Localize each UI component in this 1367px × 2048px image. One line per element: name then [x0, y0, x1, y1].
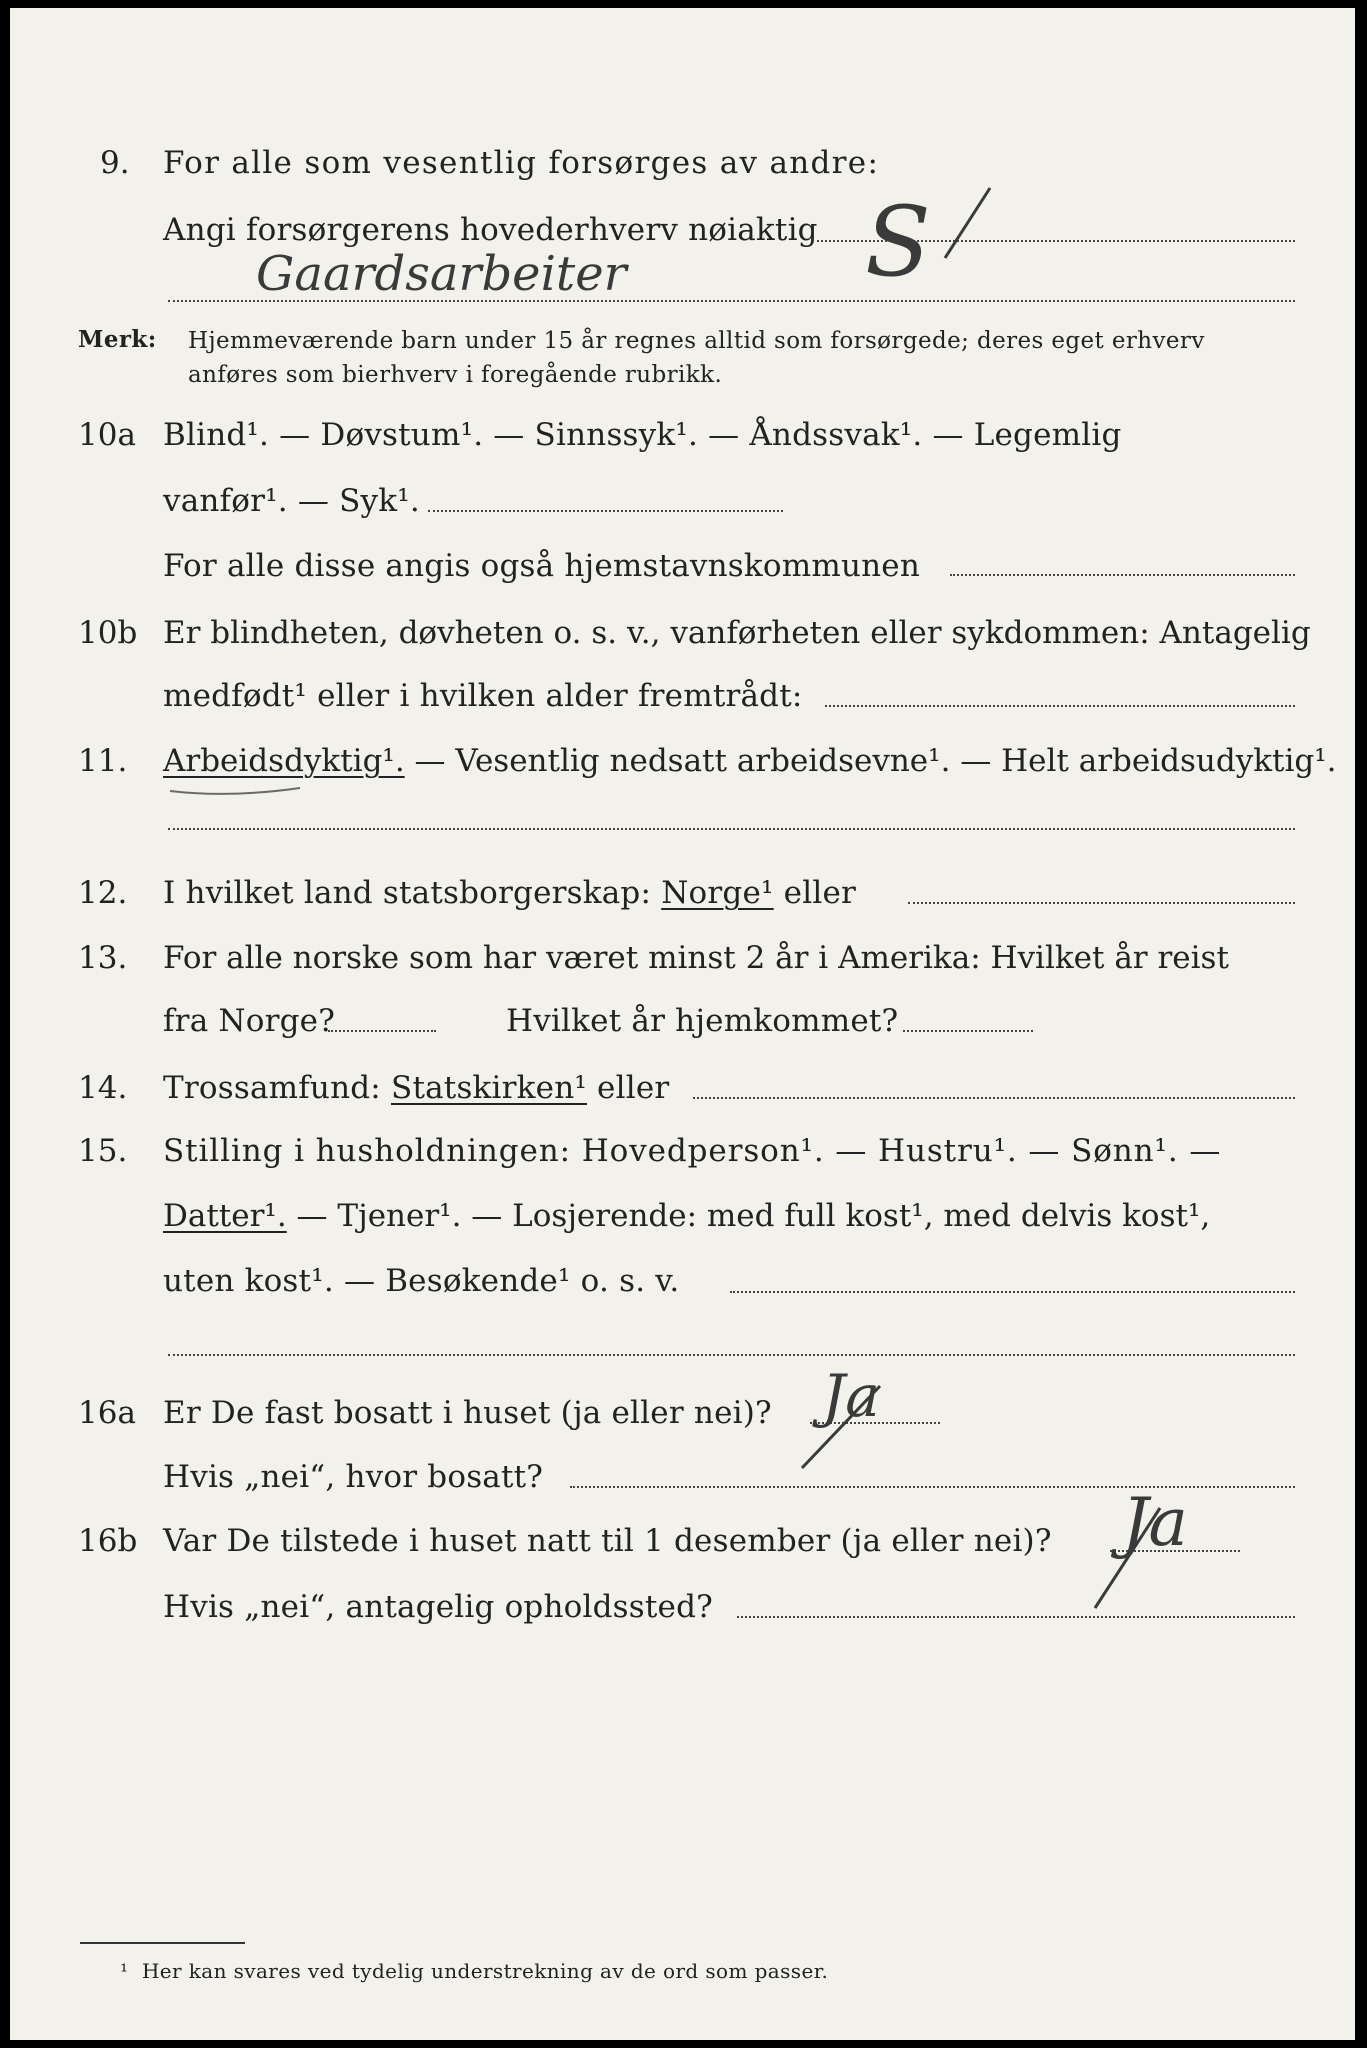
q14-pre: Trossamfund: [163, 1070, 392, 1106]
merk-line1: Hjemmeværende barn under 15 år regnes alltid som forsørgede; deres eget erhverv [188, 328, 1205, 354]
q16b-line2: Hvis „nei“, antagelig opholdssted? [163, 1589, 713, 1625]
q9-line1: For alle som vesentlig forsørges av andre: [163, 145, 880, 181]
q16b-line1: Var De tilstede i huset natt til 1 desember (ja eller nei)? [163, 1523, 1052, 1559]
footnote-text: Her kan svares ved tydelig understrekning av de ord som passer. [141, 1959, 829, 1983]
q10b-line1: Er blindheten, døvheten o. s. v., vanførheten eller sykdommen: Antagelig [163, 615, 1311, 651]
q9-number: 9. [100, 145, 130, 181]
q9-handwritten-answer: Gaardsarbeiter [256, 246, 627, 302]
q12-number: 12. [78, 875, 128, 911]
merk-label: Merk: [78, 326, 157, 353]
q12-pre: I hvilket land statsborgerskap: [163, 875, 662, 911]
q11-rest: — Vesentlig nedsatt arbeidsevne¹. — Helt arbeidsudyktig¹. [404, 743, 1337, 779]
q11-number: 11. [78, 743, 128, 779]
q16a-line2: Hvis „nei“, hvor bosatt? [163, 1459, 544, 1495]
q10a-line1: Blind¹. — Døvstum¹. — Sinnssyk¹. — Åndssvak¹. — Legemlig [163, 417, 1122, 453]
q10a-line2: vanfør¹. — Syk¹. [163, 483, 420, 519]
q15-line3: uten kost¹. — Besøkende¹ o. s. v. [163, 1263, 680, 1299]
q15-line2-rest: — Tjener¹. — Losjerende: med full kost¹, med delvis kost¹, [286, 1198, 1211, 1234]
q14-statskirken-underlined: Statskirken¹ [391, 1070, 587, 1106]
q11-pen-underline [170, 788, 300, 794]
census-form-page [10, 8, 1355, 2040]
q9-line2: Angi forsørgerens hovederhverv nøiaktig [163, 212, 818, 248]
q9-pen-stroke [945, 188, 990, 258]
q12-norge-underlined: Norge¹ [661, 875, 774, 911]
q10b-line2: medfødt¹ eller i hvilken alder fremtrådt: [163, 678, 803, 714]
q14-post: eller [587, 1070, 670, 1106]
handwriting-strokes [10, 8, 1355, 2040]
q13-line1: For alle norske som har været minst 2 år i Amerika: Hvilket år reist [163, 940, 1229, 976]
q13-line2b: Hvilket år hjemkommet? [506, 1003, 899, 1039]
q12-post: eller [773, 875, 857, 911]
q16a-line1: Er De fast bosatt i huset (ja eller nei)? [163, 1395, 772, 1431]
q14-number: 14. [78, 1070, 128, 1106]
q16a-number: 16a [78, 1395, 136, 1431]
q11-arbeidsdyktig-underlined: Arbeidsdyktig¹. [163, 743, 405, 779]
q13-number: 13. [78, 940, 128, 976]
merk-line2: anføres som bierhverv i foregående rubrikk. [188, 362, 723, 388]
q10a-line3: For alle disse angis også hjemstavnskommunen [163, 548, 920, 584]
footnote-mark: ¹ [120, 1959, 129, 1983]
q13-line2a: fra Norge? [163, 1003, 336, 1039]
q16b-handwritten-answer: Ja [1122, 1484, 1188, 1561]
q16b-pen-stroke [1095, 1508, 1160, 1608]
q9-handwritten-mark: S [865, 186, 931, 298]
q16b-number: 16b [78, 1523, 138, 1559]
q15-number: 15. [78, 1133, 128, 1169]
q16a-pen-stroke [802, 1386, 880, 1468]
q10a-number: 10a [78, 417, 136, 453]
q16a-handwritten-answer: Ja [822, 1362, 880, 1430]
q15-line1: Stilling i husholdningen: Hovedperson¹. — Hustru¹. — Sønn¹. — [163, 1133, 1222, 1169]
q15-datter-underlined: Datter¹. [163, 1198, 287, 1234]
q10b-number: 10b [78, 615, 138, 651]
